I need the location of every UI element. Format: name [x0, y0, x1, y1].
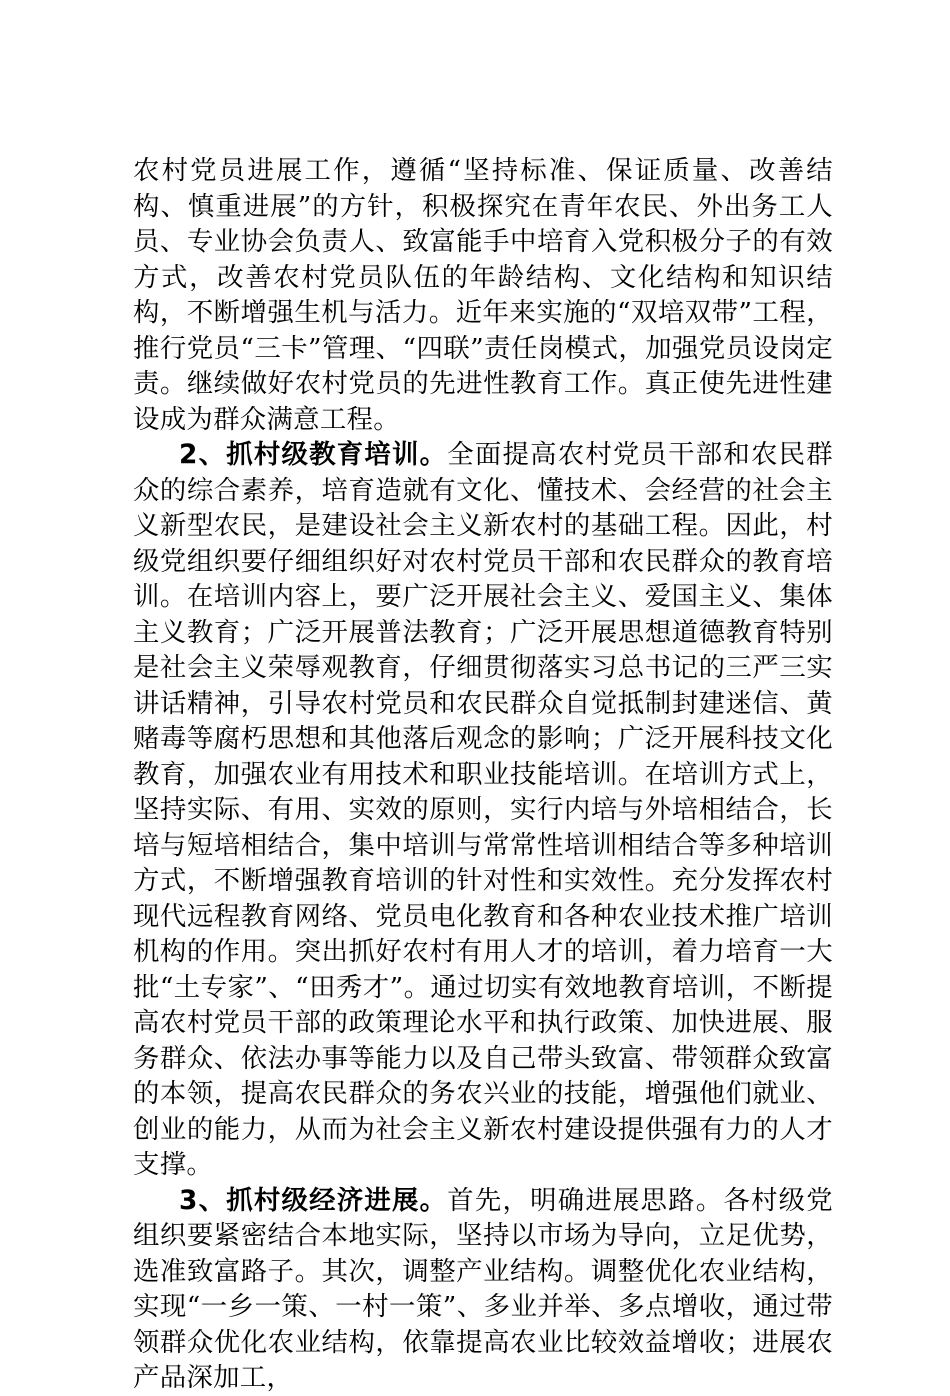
- paragraph-3: [133, 1183, 833, 1396]
- paragraph-3-text: 首先，明确进展思路。各村级党组织要紧密结合本地实际，坚持以市场为导向，立足优势，选准致富路子。其次，调整产业结构。调整优化农业结构，实现“一乡一策、一村一策”、多业并举、多点增收，通过带领群众优化农业结构，依靠提高农业比较效益增收；进展农产品深加工，: [133, 1184, 833, 1393]
- paragraph-1: [133, 153, 833, 437]
- paragraph-1-text: 农村党员进展工作，遵循“坚持标准、保证质量、改善结构、慎重进展”的方针，积极探究在青年农民、外出务工人员、专业协会负责人、致富能手中培育入党积极分子的有效方式，改善农村党员队伍的年龄结构、文化结构和知识结构，不断增强生机与活力。近年来实施的“双培双带”工程，推行党员“三卡”管理、“四联”责任岗模式，加强党员设岗定责。继续做好农村党员的先进性教育工作。真正使先进性建设成为群众满意工程。: [133, 155, 833, 435]
- paragraph-2-heading: 2、抓村级教育培训。: [179, 439, 448, 470]
- document-page: [133, 153, 833, 1396]
- paragraph-3-heading: 3、抓村级经济进展。: [179, 1184, 448, 1216]
- paragraph-2: [133, 437, 833, 1183]
- paragraph-2-text: 全面提高农村党员干部和农民群众的综合素养，培育造就有文化、懂技术、会经营的社会主义新型农民，是建设社会主义新农村的基础工程。因此，村级党组织要仔细组织好对农村党员干部和农民群众的教育培训。在培训内容上，要广泛开展社会主义、爱国主义、集体主义教育；广泛开展普法教育；广泛开展思想道德教育特别是社会主义荣辱观教育，仔细贯彻落实习总书记的三严三实讲话精神，引导农村党员和农民群众自觉抵制封建迷信、黄赌毒等腐朽思想和其他落后观念的影响；广泛开展科技文化教育，加强农业有用技术和职业技能培训。在培训方式上，坚持实际、有用、实效的原则，实行内培与外培相结合，长培与短培相结合，集中培训与常常性培训相结合等多种培训方式，不断增强教育培训的针对性和实效性。充分发挥农村现代远程教育网络、党员电化教育和各种农业技术推广培训机构的作用。突出抓好农村有用人才的培训，着力培育一大批“土专家”、“田秀才”。通过切实有效地教育培训，不断提高农村党员干部的政策理论水平和执行政策、加快进展、服务群众、依法办事等能力以及自己带头致富、带领群众致富的本领，提高农民群众的务农兴业的技能，增强他们就业、创业的能力，从而为社会主义新农村建设提供强有力的人才支撑。: [133, 439, 833, 1180]
